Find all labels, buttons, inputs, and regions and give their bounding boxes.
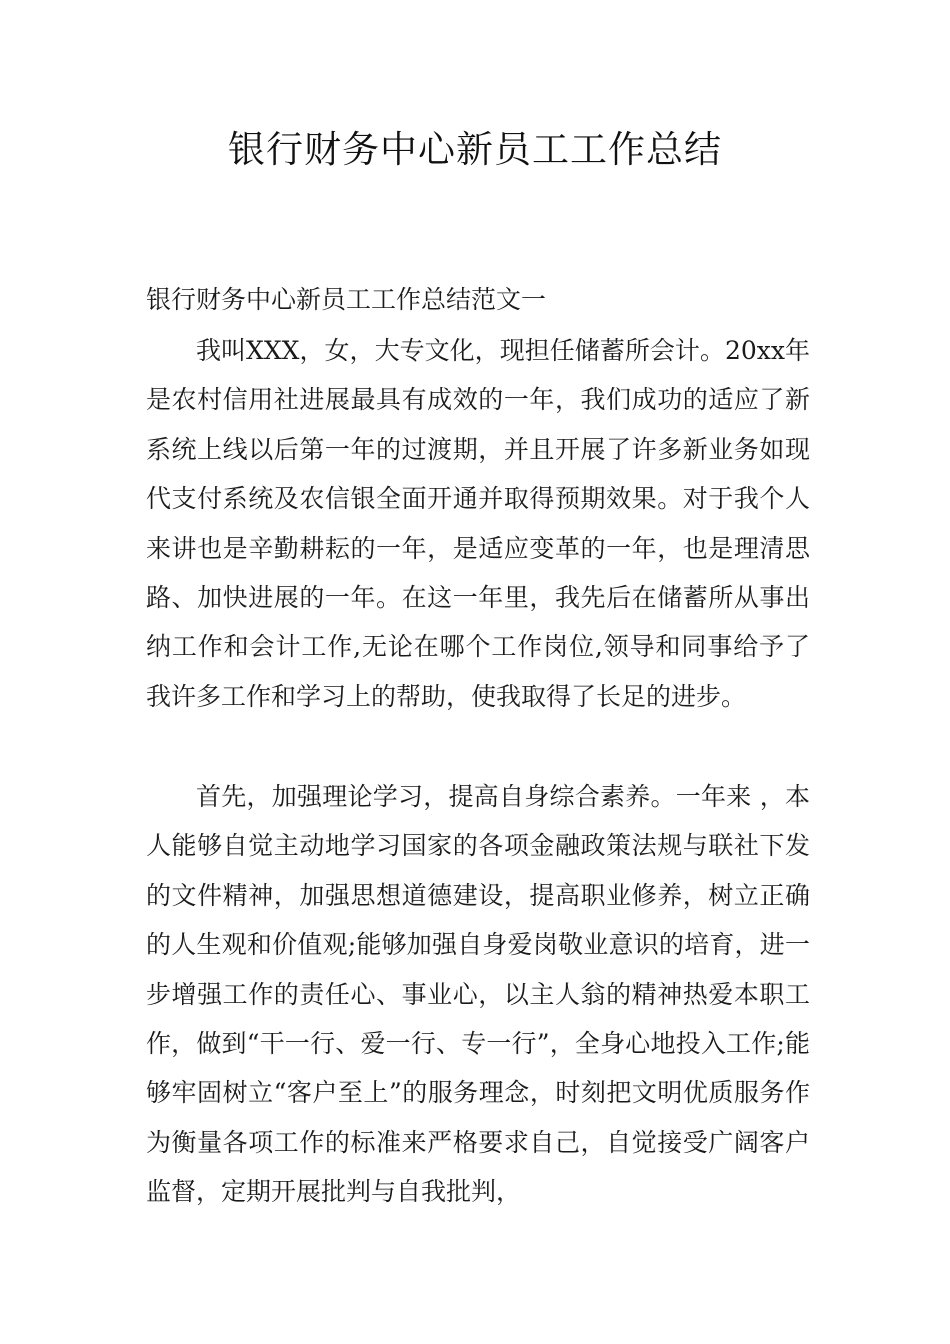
paragraph-1: 我叫XXX，女，大专文化，现担任储蓄所会计。20xx年是农村信用社进展最具有成效的一年，我们成功的适应了新系统上线以后第一年的过渡期，并且开展了许多新业务如现代支付系统及农信银全面开通并取得预期效果。对于我个人来讲也是辛勤耕耘的一年，是适应变革的一年，也是理清思路、加快进展的一年。在这一年里，我先后在储蓄所从事出纳工作和会计工作,无论在哪个工作岗位,领导和同事给予了我许多工作和学习上的帮助，使我取得了长足的进步。 — [146, 336, 810, 711]
section-subtitle: 银行财务中心新员工工作总结范文一 — [146, 285, 547, 314]
paragraph-2: 首先，加强理论学习，提高自身综合素养。一年来 ，本人能够自觉主动地学习国家的各项金融政策法规与联社下发的文件精神，加强思想道德建设，提高职业修养，树立正确的人生观和价值观;能够加强自身爱岗敬业意识的培育，进一步增强工作的责任心、事业心，以主人翁的精神热爱本职工作，做到“干一行、爱一行、专一行”，全身心地投入工作;能够牢固树立“客户至上”的服务理念，时刻把文明优质服务作为衡量各项工作的标准来严格要求自己，自觉接受广阔客户监督，定期开展批判与自我批判， — [146, 782, 810, 1207]
document-title: 银行财务中心新员工工作总结 — [228, 128, 722, 171]
